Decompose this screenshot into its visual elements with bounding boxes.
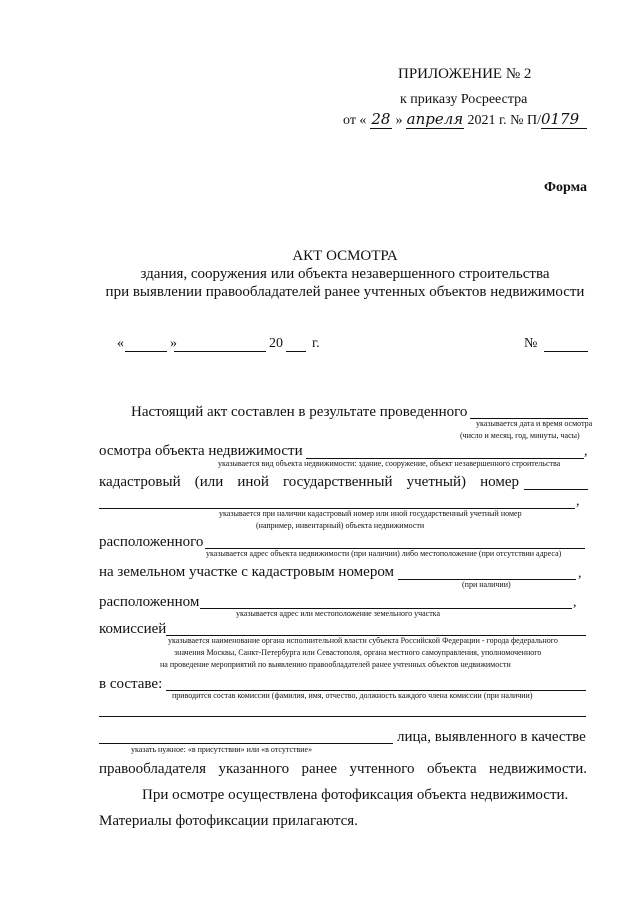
hint-presence: указать нужное: «в присутствии» или «в отсутствие» [131, 745, 313, 754]
year-blank [286, 351, 306, 352]
hint-commission-1: указывается наименование органа исполнительной власти субъекта Российской Федерации - города федерального [168, 636, 558, 645]
hint-land-address: указывается адрес или местоположение земельного участка [236, 609, 440, 618]
hint-commission-2: значения Москвы, Санкт-Петербурга или Севастополя, органа местного самоуправления, уполномоченного [174, 648, 542, 657]
located-label: расположенного [99, 534, 204, 550]
composition-label: в составе: [99, 676, 163, 692]
photo-attached-text: Материалы фотофиксации прилагаются. [99, 813, 358, 829]
person-identified-text: лица, выявленного в качестве [397, 729, 586, 745]
date-open-quote: « [117, 336, 124, 351]
commission-label: комиссией [99, 621, 167, 637]
date-close-quote: » [170, 336, 177, 351]
hint-composition: приводится состав комиссии (фамилия, имя, отчество, должность каждого члена комиссии (при наличии) [172, 691, 533, 700]
order-reference: к приказу Росреестра [400, 92, 528, 107]
order-day: 28 [371, 110, 391, 128]
act-subtitle-1: здания, сооружения или объекта незавершенного строительства [140, 266, 550, 282]
appendix-title: ПРИЛОЖЕНИЕ № 2 [398, 66, 532, 82]
located2-label: расположенном [99, 594, 200, 610]
month-blank [174, 351, 266, 352]
presence-blank [99, 743, 393, 744]
hint-object-type: указывается вид объекта недвижимости: здание, сооружение, объект незавершенного строительства [218, 459, 561, 468]
order-number: 0179 [541, 110, 587, 129]
comma-1: , [584, 444, 588, 459]
number-blank [544, 351, 588, 352]
hint-cadastral-detail: (например, инвентарный) объекта недвижимости [256, 521, 425, 530]
order-date: от « 28 » апреля 2021 г. № П/0179 [343, 110, 587, 129]
hint-if-any: (при наличии) [462, 580, 511, 589]
comma-4: , [573, 595, 577, 610]
hint-address: указывается адрес объекта недвижимости (при наличии) либо местоположение (при отсутствии адреса) [206, 549, 562, 558]
act-subtitle-2: при выявлении правообладателей ранее учтенных объектов недвижимости [105, 284, 585, 300]
cadastral-blank-1 [524, 489, 588, 490]
inspection-label: осмотра объекта недвижимости [99, 443, 303, 459]
year-century: 20 [269, 336, 283, 351]
intro-text: Настоящий акт составлен в результате проведенного [131, 404, 468, 420]
number-sign: № [524, 336, 538, 351]
land-plot-label: на земельном участке с кадастровым номером [99, 564, 395, 580]
hint-datetime-detail: (число и месяц, год, минуты, часы) [460, 431, 580, 440]
order-month: апреля [406, 110, 464, 128]
hint-datetime: указывается дата и время осмотра [476, 419, 593, 428]
owner-text: правообладателя указанного ранее учтенного объекта недвижимости. [99, 761, 587, 777]
act-title: АКТ ОСМОТРА [292, 248, 398, 264]
comma-2: , [576, 494, 580, 509]
year-suffix: г. [312, 336, 320, 351]
form-label: Форма [544, 180, 588, 195]
composition-blank-2 [99, 716, 586, 717]
comma-3: , [578, 566, 582, 581]
hint-cadastral: указывается при наличии кадастровый номер или иной государственный учетный номер [219, 509, 522, 518]
day-blank [125, 351, 167, 352]
photo-text: При осмотре осуществлена фотофиксация объекта недвижимости. [142, 787, 569, 803]
cadastral-label: кадастровый (или иной государственный учетный) номер [99, 474, 519, 490]
hint-commission-3: на проведение мероприятий по выявлению правообладателей ранее учтенных объектов недвижимости [160, 660, 511, 669]
